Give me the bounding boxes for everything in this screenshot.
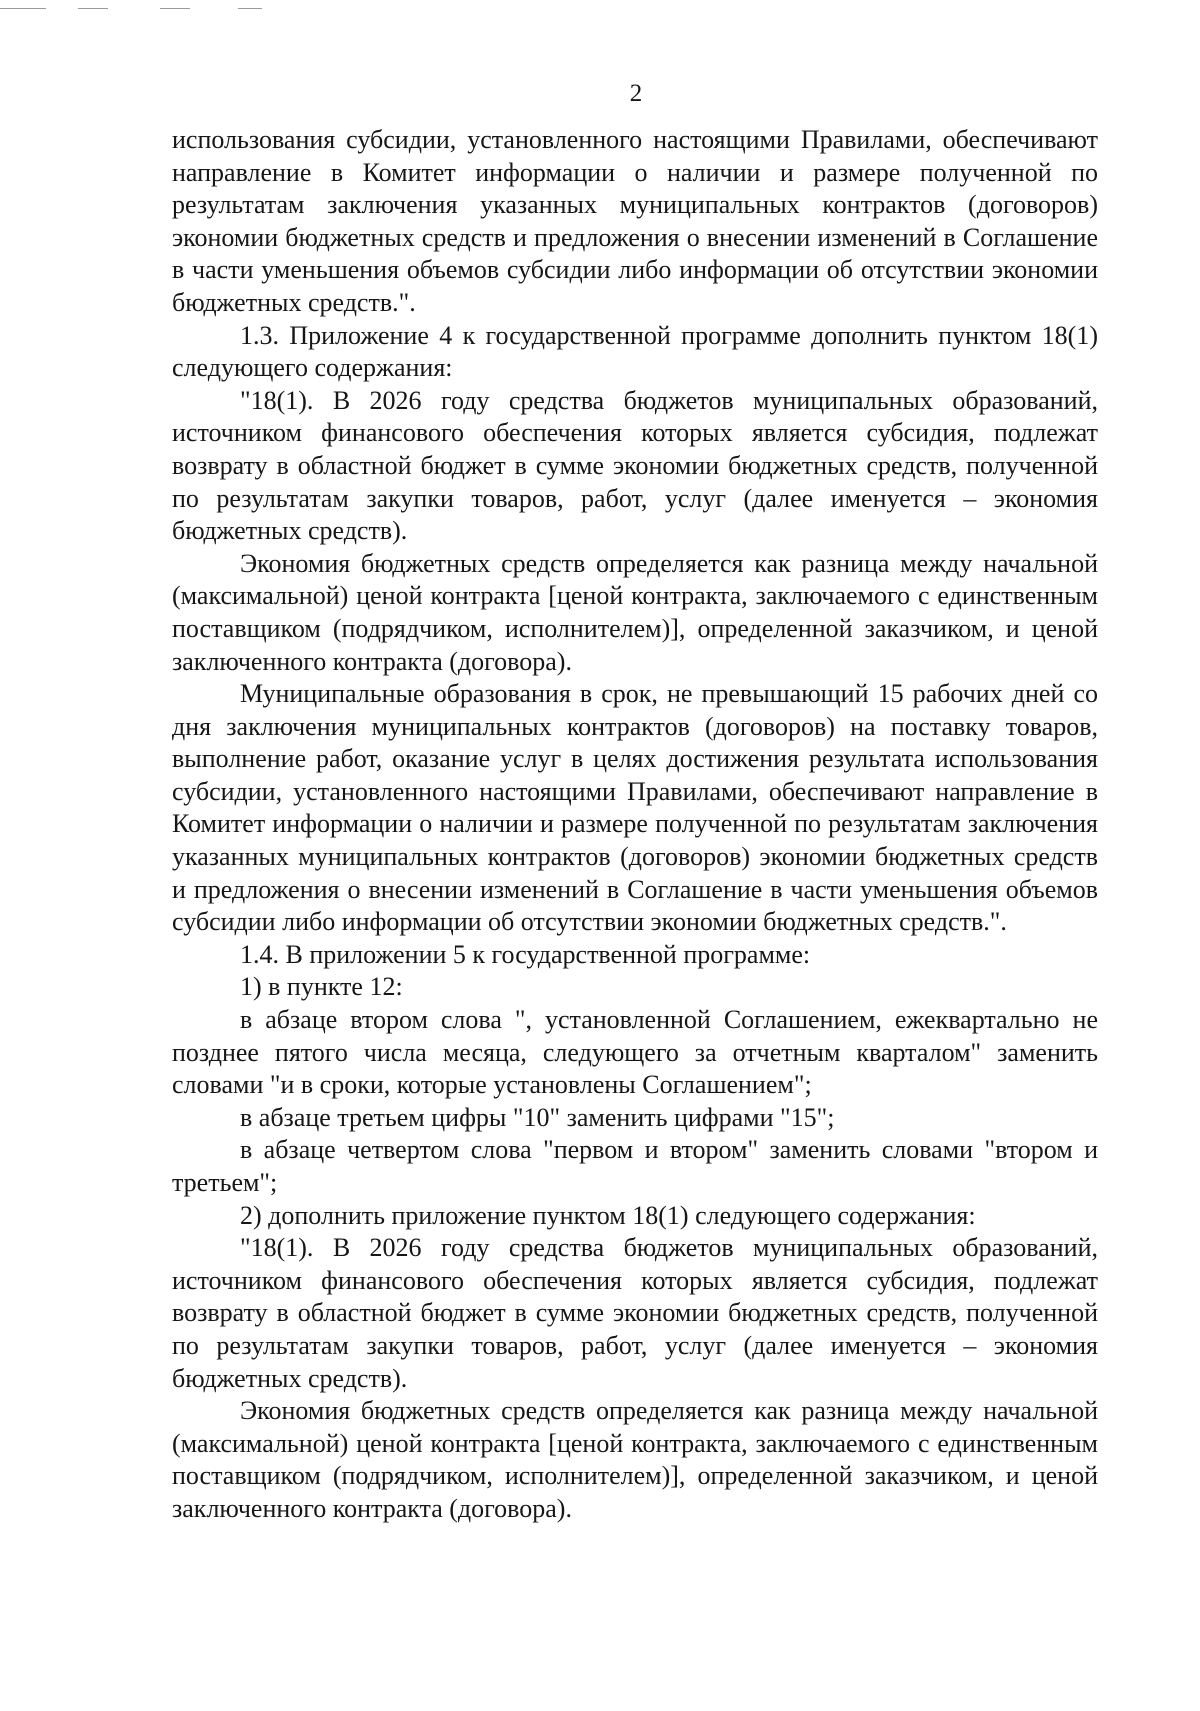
paragraph: в абзаце третьем цифры "10" заменить цифрами "15"; xyxy=(240,1102,835,1132)
paragraph: использования субсидии, установленного настоящими Правилами, обеспечивают направление в Комитет информации о наличии и размере полученной по результатам заключения указанных муниципальных контрактов (договоров) экономии бюджетных средств и предложения о внесении изменений в Соглашение в части уменьшения объемов субсидии либо информации об отсутствии экономии бюджетных средств.". xyxy=(172,125,1098,317)
paragraph: 2) дополнить приложение пунктом 18(1) следующего содержания: xyxy=(240,1200,976,1230)
scan-artifact xyxy=(160,8,190,9)
scan-artifact xyxy=(78,8,108,9)
page-number: 2 xyxy=(629,80,643,107)
paragraph: в абзаце четвертом слова "первом и втором" заменить словами "втором и третьем"; xyxy=(172,1135,1098,1197)
paragraph: Экономия бюджетных средств определяется как разница между начальной (максимальной) ценой контракта [ценой контракта, заключаемого с единственным поставщиком (подрядчиком, исполнителем)], определенной заказчиком, и ценой заключенного контракта (договора). xyxy=(172,548,1098,676)
paragraph: 1) в пункте 12: xyxy=(240,972,403,1002)
paragraph: Муниципальные образования в срок, не превышающий 15 рабочих дней со дня заключения муниципальных контрактов (договоров) на поставку товаров, выполнение работ, оказание услуг в целях достижения результата использования субсидии, установленного настоящими Правилами, обеспечивают направление в Комитет информации о наличии и размере полученной по результатам заключения указанных муниципальных контрактов (договоров) экономии бюджетных средств и предложения о внесении изменений в Соглашение в части уменьшения объемов субсидии либо информации об отсутствии экономии бюджетных средств.". xyxy=(172,679,1098,937)
paragraph: "18(1). В 2026 году средства бюджетов муниципальных образований, источником финансового обеспечения которых является субсидия, подлежат возврату в областной бюджет в сумме экономии бюджетных средств, полученной по результатам закупки товаров, работ, услуг (далее именуется – экономия бюджетных средств). xyxy=(172,1233,1098,1393)
paragraph: "18(1). В 2026 году средства бюджетов муниципальных образований, источником финансового обеспечения которых является субсидия, подлежат возврату в областной бюджет в сумме экономии бюджетных средств, полученной по результатам закупки товаров, работ, услуг (далее именуется – экономия бюджетных средств). xyxy=(172,385,1098,546)
scan-artifact xyxy=(0,8,46,9)
paragraph: 1.3. Приложение 4 к государственной программе дополнить пунктом 18(1) следующего содержания: xyxy=(172,320,1098,383)
document-body xyxy=(172,124,1098,1526)
paragraph: Экономия бюджетных средств определяется как разница между начальной (максимальной) ценой контракта [ценой контракта, заключаемого с единственным поставщиком (подрядчиком, исполнителем)], определенной заказчиком, и ценой заключенного контракта (договора). xyxy=(172,1396,1098,1523)
paragraph: в абзаце втором слова ", установленной Соглашением, ежеквартально не позднее пятого числа месяца, следующего за отчетным кварталом" заменить словами "и в сроки, которые установлены Соглашением"; xyxy=(172,1005,1098,1100)
paragraph: 1.4. В приложении 5 к государственной программе: xyxy=(240,939,811,969)
scan-artifact xyxy=(238,8,262,9)
